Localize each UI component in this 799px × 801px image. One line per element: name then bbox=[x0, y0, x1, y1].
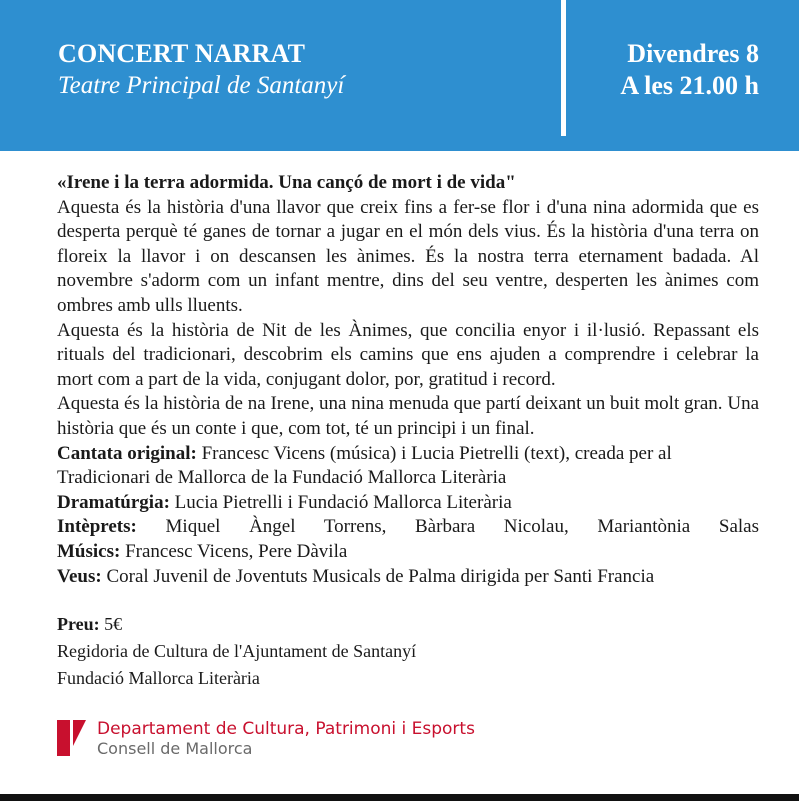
logo-department: Departament de Cultura, Patrimoni i Esports bbox=[97, 719, 475, 739]
organizer-1: Regidoria de Cultura de l'Ajuntament de Santanyí bbox=[57, 641, 417, 662]
header-divider bbox=[561, 0, 566, 136]
price-value: 5€ bbox=[104, 614, 123, 635]
paragraph-2: Aquesta és la història de Nit de les Ànimes, que concilia enyor i il·lusió. Repassant els rituals del tradicionari, descobrim els camins que ens ajuden a comprendre i celebrar la mort com a part de la vida, conjugant dolor, por, gratitud i record. bbox=[57, 319, 759, 390]
credit-veus bbox=[57, 565, 759, 590]
credit-label: Veus: bbox=[57, 565, 102, 587]
work-title: «Irene i la terra adormida. Una cançó de mort i de vida" bbox=[57, 172, 516, 193]
event-day: Divendres 8 bbox=[627, 39, 759, 68]
price-line bbox=[57, 611, 759, 638]
event-title: CONCERT NARRAT bbox=[58, 39, 306, 68]
consell-logo-icon bbox=[57, 720, 89, 756]
credit-dramaturgia bbox=[57, 491, 759, 516]
header-banner bbox=[0, 0, 799, 151]
credit-cantata bbox=[57, 442, 759, 491]
organizer-2: Fundació Mallorca Literària bbox=[57, 668, 260, 689]
credit-value: Miquel Àngel Torrens, Bàrbara Nicolau, Mariantònia Salas bbox=[165, 516, 759, 538]
consell-logo bbox=[57, 720, 517, 760]
paragraph-1: Aquesta és la història d'una llavor que creix fins a fer-se flor i d'una nina adormida que es desperta perquè té ganes de tornar a jugar en el món dels vius. És la història d'una terra on floreix la llavor i on descansen les ànimes. És la nostra terra eternament badada. Al novembre s'adorm com un infant mentre, dins del seu ventre, desperten les ànimes com ombres amb ulls lluents. bbox=[57, 196, 759, 316]
credit-interprets bbox=[57, 515, 759, 540]
credit-label: Dramatúrgia: bbox=[57, 491, 170, 513]
spacer bbox=[57, 589, 759, 611]
bottom-border bbox=[0, 794, 799, 801]
price-label: Preu: bbox=[57, 614, 100, 635]
credit-label: Intèprets: bbox=[57, 516, 137, 538]
credit-value: Coral Juvenil de Joventuts Musicals de Palma dirigida per Santi Francia bbox=[106, 565, 655, 587]
logo-council: Consell de Mallorca bbox=[97, 739, 253, 758]
credit-musics bbox=[57, 540, 759, 565]
credit-value: Lucia Pietrelli i Fundació Mallorca Literària bbox=[174, 491, 512, 513]
credit-label: Cantata original: bbox=[57, 442, 197, 464]
credit-value: Francesc Vicens, Pere Dàvila bbox=[125, 540, 348, 562]
credit-label: Músics: bbox=[57, 540, 121, 562]
credit-value: Francesc Vicens (música) i Lucia Pietrelli (text), creada per al Tradicionari de Mallorca de la Fundació Mallorca Literària bbox=[57, 442, 672, 489]
event-time: A les 21.00 h bbox=[620, 71, 759, 100]
venue-name: Teatre Principal de Santanyí bbox=[58, 72, 345, 99]
header-right bbox=[620, 38, 759, 102]
event-description bbox=[57, 171, 759, 692]
paragraph-3: Aquesta és la història de na Irene, una nina menuda que partí deixant un buit molt gran. Una història que és un conte i que, com tot, té un principi i un final. bbox=[57, 393, 759, 439]
header-left bbox=[58, 38, 344, 101]
